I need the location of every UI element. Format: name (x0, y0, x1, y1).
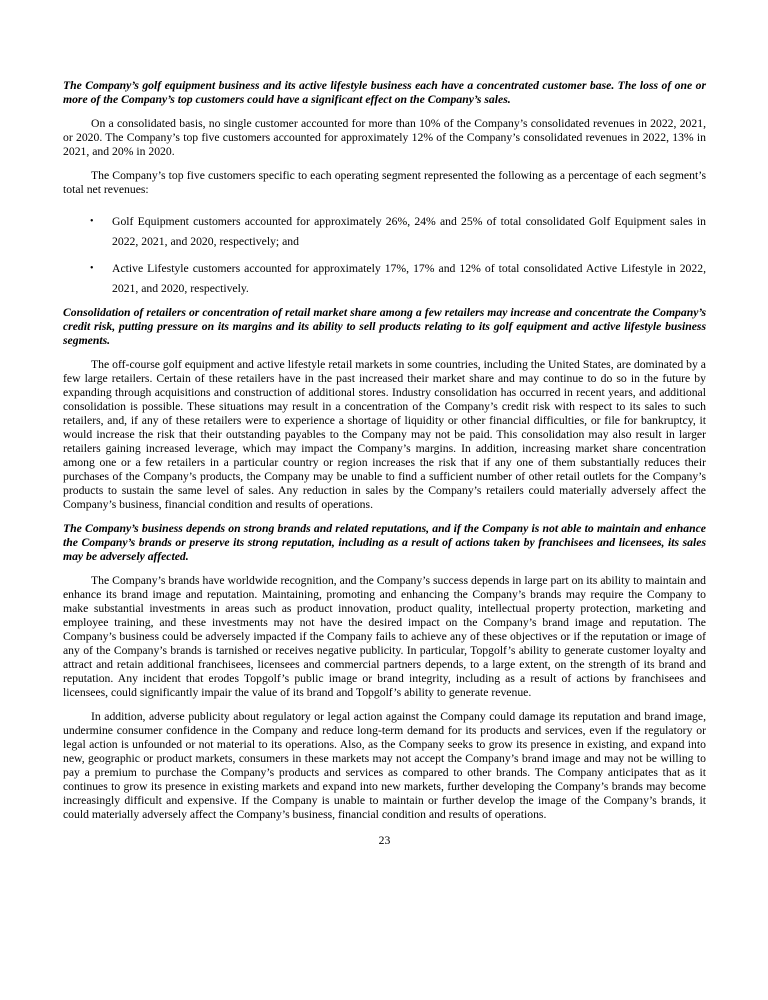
risk-factor-heading-retailer-consolidation: Consolidation of retailers or concentration of retail market share among a few retailers may increase and concentrate the Company’s credit risk, putting pressure on its margins and its ability to sell products relating to its golf equipment and active lifestyle business segments. (63, 306, 706, 347)
segment-customer-bullet-list (63, 207, 706, 299)
risk-factor-heading-customer-base: The Company’s golf equipment business and its active lifestyle business each have a concentrated customer base. The loss of one or more of the Company’s top customers could have a significant effect on the Company’s sales. (63, 79, 706, 106)
bullet-icon: • (90, 216, 94, 227)
bullet-item-golf-equipment (90, 212, 706, 252)
paragraph-brand-recognition: The Company’s brands have worldwide recognition, and the Company’s success depends in large part on its ability to maintain and enhance its brand image and reputation. Maintaining, promoting and enhancing the Company’s brands may require the Company to make substantial investments in areas such as product innovation, product quality, intellectual property protection, marketing and employee training, and these investments may not have the desired impact on the Company’s brand image and reputation. The Company’s business could be adversely impacted if the Company fails to achieve any of these objectives or if the reputation or image of any of the Company’s brands is tarnished or receives negative publicity. In particular, Topgolf’s ability to generate customer loyalty and attract and retain additional franchisees, licensees and commercial partners depends, to a large extent, on the strength of its brand and reputation. Any incident that erodes Topgolf’s public image or brand integrity, including as a result of actions by franchisees and licensees, could significantly impair the value of its brand and Topgolf’s ability to generate revenue. (63, 574, 706, 699)
paragraph-adverse-publicity: In addition, adverse publicity about regulatory or legal action against the Company could damage its reputation and brand image, undermine consumer confidence in the Company and reduce long-term demand for its products and services, even if the regulatory or legal action is unfounded or not material to its operations. Also, as the Company seeks to grow its presence in existing, and expand into new, geographic or product markets, consumers in these markets may not accept the Company’s brand image and may not be willing to pay a premium to purchase the Company’s products and services as compared to other brands. The Company anticipates that as it continues to grow its presence in existing markets and expand into new markets, further developing the Company’s brands may become increasingly difficult and expensive. If the Company is unable to maintain or further develop the image of the Company’s brands, it could materially adversely affect the Company’s business, financial condition and results of operations. (63, 710, 706, 821)
paragraph-retail-consolidation: The off-course golf equipment and active lifestyle retail markets in some countries, including the United States, are dominated by a few large retailers. Certain of these retailers have in the past increased their market share and may continue to do so in the future by expanding through acquisitions and construction of additional stores. Industry consolidation has occurred in recent years, and additional consolidation is possible. These situations may result in a concentration of the Company’s credit risk with respect to its sales to such retailers, and, if any of these retailers were to experience a shortage of liquidity or other financial difficulties, or file for bankruptcy, it would increase the risk that their outstanding payables to the Company may not be paid. This consolidation may also result in larger retailers gaining increased leverage, which may impact the Company’s margins. In addition, increasing market share concentration among one or a few retailers in a particular country or region increases the risk that if any one of them substantially reduces their purchases of the Company’s products, the Company may be unable to find a sufficient number of other retail outlets for the Company’s products to sustain the same level of sales. Any reduction in sales by the Company’s retailers could materially adversely affect the Company’s business, financial condition and results of operations. (63, 358, 706, 511)
paragraph-consolidated-revenues: On a consolidated basis, no single customer accounted for more than 10% of the Company’s consolidated revenues in 2022, 2021, or 2020. The Company’s top five customers accounted for approximately 12% of the Company’s consolidated revenues in 2022, 13% in 2021, and 20% in 2020. (63, 117, 706, 158)
bullet-item-active-lifestyle (90, 259, 706, 299)
risk-factor-heading-brand-reputation: The Company’s business depends on strong brands and related reputations, and if the Company is not able to maintain and enhance the Company’s brands or preserve its strong reputation, including as a result of actions taken by franchisees and licensees, its sales may be adversely affected. (63, 522, 706, 563)
paragraph-segment-customers-intro: The Company’s top five customers specific to each operating segment represented the following as a percentage of each segment’s total net revenues: (63, 169, 706, 196)
page-number: 23 (378, 834, 391, 847)
bullet-item-text: Active Lifestyle customers accounted for approximately 17%, 17% and 12% of total consolidated Active Lifestyle in 2022, 2021, and 2020, respectively. (112, 262, 706, 295)
bullet-item-text: Golf Equipment customers accounted for approximately 26%, 24% and 25% of total consolidated Golf Equipment sales in 2022, 2021, and 2020, respectively; and (112, 215, 706, 248)
bullet-icon: • (90, 263, 94, 274)
